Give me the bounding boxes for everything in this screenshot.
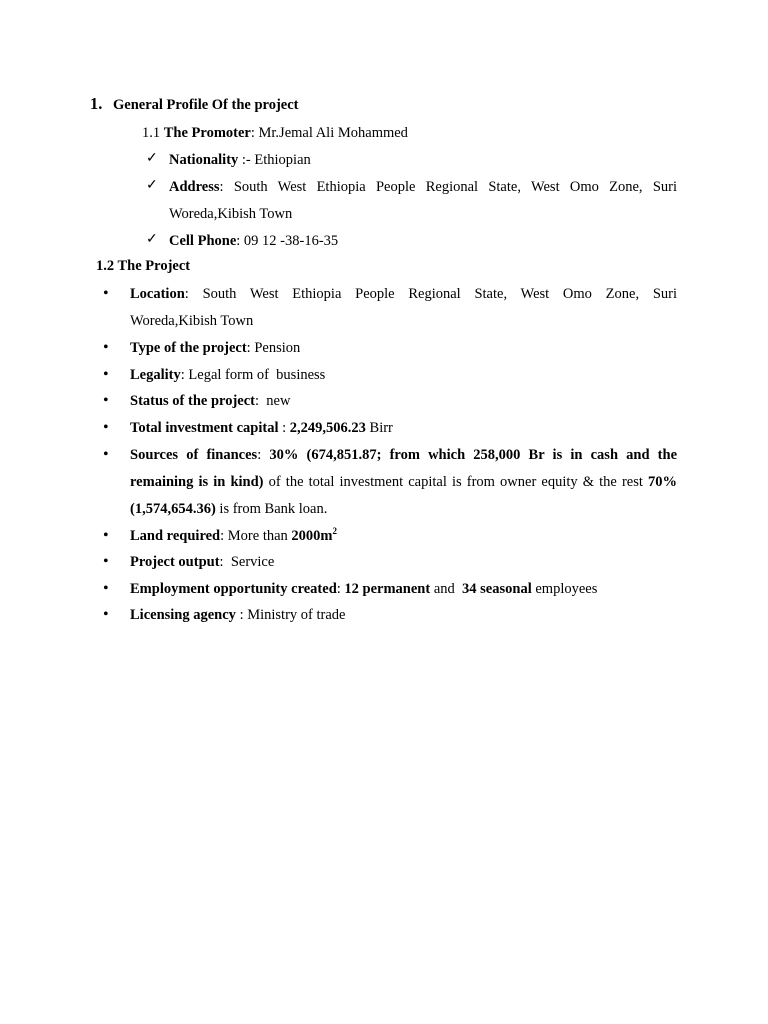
promoter-label: The Promoter <box>163 125 251 141</box>
employment-and: and <box>430 581 463 597</box>
bullet-icon: • <box>103 339 109 356</box>
employment-seasonal: 34 seasonal <box>462 581 532 597</box>
finances-text1: of the total investment capital is from owner equity & the rest <box>263 474 648 490</box>
cell-phone-label: Cell Phone <box>169 233 237 249</box>
bullet-icon: • <box>103 580 109 597</box>
status-value: new <box>266 393 291 409</box>
legality-sep: : <box>180 367 189 383</box>
bullet-icon: • <box>103 366 109 383</box>
licensing-value: Ministry of trade <box>247 607 346 623</box>
finances-line1 <box>130 446 677 464</box>
licensing-label: Licensing agency <box>130 607 236 623</box>
location-value-line2: Woreda,Kibish Town <box>130 313 254 329</box>
cell-phone-sep: : <box>236 233 244 249</box>
address-sep: : <box>219 179 234 195</box>
output-value: Service <box>230 554 275 570</box>
investment-label: Total investment capital <box>130 420 279 436</box>
employment-tail: employees <box>531 581 598 597</box>
status-label: Status of the project <box>130 393 255 409</box>
employment-sep: : <box>336 581 345 597</box>
investment-sep: : <box>278 420 290 436</box>
address-label: Address <box>169 179 220 195</box>
land-sep: : <box>220 528 228 544</box>
address-value-line2: Woreda,Kibish Town <box>169 206 293 222</box>
investment-amount: 2,249,506.23 <box>289 420 366 436</box>
nationality-line <box>169 151 311 169</box>
land-label: Land required <box>130 528 221 544</box>
investment-line <box>130 419 393 437</box>
check-icon: ✓ <box>146 151 158 166</box>
employment-line <box>130 580 597 598</box>
check-icon: ✓ <box>146 232 158 247</box>
type-label: Type of the project <box>130 340 247 356</box>
nationality-value: Ethiopian <box>254 152 311 168</box>
bullet-icon: • <box>103 392 109 409</box>
finances-bold-line1: 30% (674,851.87; from which 258,000 Br is in cash and the <box>269 447 678 463</box>
land-text: More than <box>227 528 292 544</box>
finances-line3 <box>130 500 327 518</box>
type-sep: : <box>246 340 255 356</box>
finances-bold-line2: remaining is in kind) <box>130 474 264 490</box>
location-sep: : <box>184 286 203 302</box>
finances-label: Sources of finances <box>130 447 258 463</box>
land-line <box>130 527 337 545</box>
bullet-icon: • <box>103 419 109 436</box>
output-sep: : <box>219 554 231 570</box>
land-value: 2000m <box>291 528 333 544</box>
finances-bold2: 70% <box>648 474 677 490</box>
finances-line2 <box>130 473 677 491</box>
section-number: 1. <box>90 94 103 113</box>
location-line <box>130 285 677 303</box>
nationality-sep: :- <box>238 152 255 168</box>
finances-sep: : <box>257 447 270 463</box>
section-heading <box>90 94 298 114</box>
cell-phone-value: 09 12 -38-16-35 <box>243 233 339 249</box>
employment-permanent: 12 permanent <box>344 581 431 597</box>
nationality-label: Nationality <box>169 152 239 168</box>
land-sup: 2 <box>332 526 337 536</box>
type-line <box>130 339 300 357</box>
section-title: General Profile Of the project <box>113 97 299 113</box>
location-label: Location <box>130 286 185 302</box>
investment-unit: Birr <box>365 420 393 436</box>
bullet-icon: • <box>103 606 109 623</box>
promoter-value: Mr.Jemal Ali Mohammed <box>258 125 408 141</box>
legality-label: Legality <box>130 367 181 383</box>
location-value-line1: South West Ethiopia People Regional State, West Omo Zone, Suri <box>202 286 678 302</box>
employment-label: Employment opportunity created <box>130 581 337 597</box>
check-icon: ✓ <box>146 178 158 193</box>
bullet-icon: • <box>103 527 109 544</box>
legality-line <box>130 366 325 384</box>
project-heading: 1.2 The Project <box>96 258 191 274</box>
legality-value: Legal form of business <box>188 367 326 383</box>
licensing-line <box>130 606 345 624</box>
type-value: Pension <box>254 340 301 356</box>
cell-phone-line <box>169 232 338 250</box>
promoter-number: 1.1 <box>142 125 161 141</box>
address-line <box>169 178 677 196</box>
status-line <box>130 392 290 410</box>
bullet-icon: • <box>103 553 109 570</box>
status-sep: : <box>254 393 267 409</box>
promoter-line <box>142 124 408 142</box>
finances-bold3: (1,574,654.36) <box>130 501 216 517</box>
output-line <box>130 553 274 571</box>
output-label: Project output <box>130 554 220 570</box>
address-value-line1: South West Ethiopia People Regional State, West Omo Zone, Suri <box>233 179 678 195</box>
promoter-sep: : <box>250 125 259 141</box>
licensing-sep: : <box>235 607 248 623</box>
finances-text2: is from Bank loan. <box>215 501 328 517</box>
bullet-icon: • <box>103 446 109 463</box>
bullet-icon: • <box>103 285 109 302</box>
